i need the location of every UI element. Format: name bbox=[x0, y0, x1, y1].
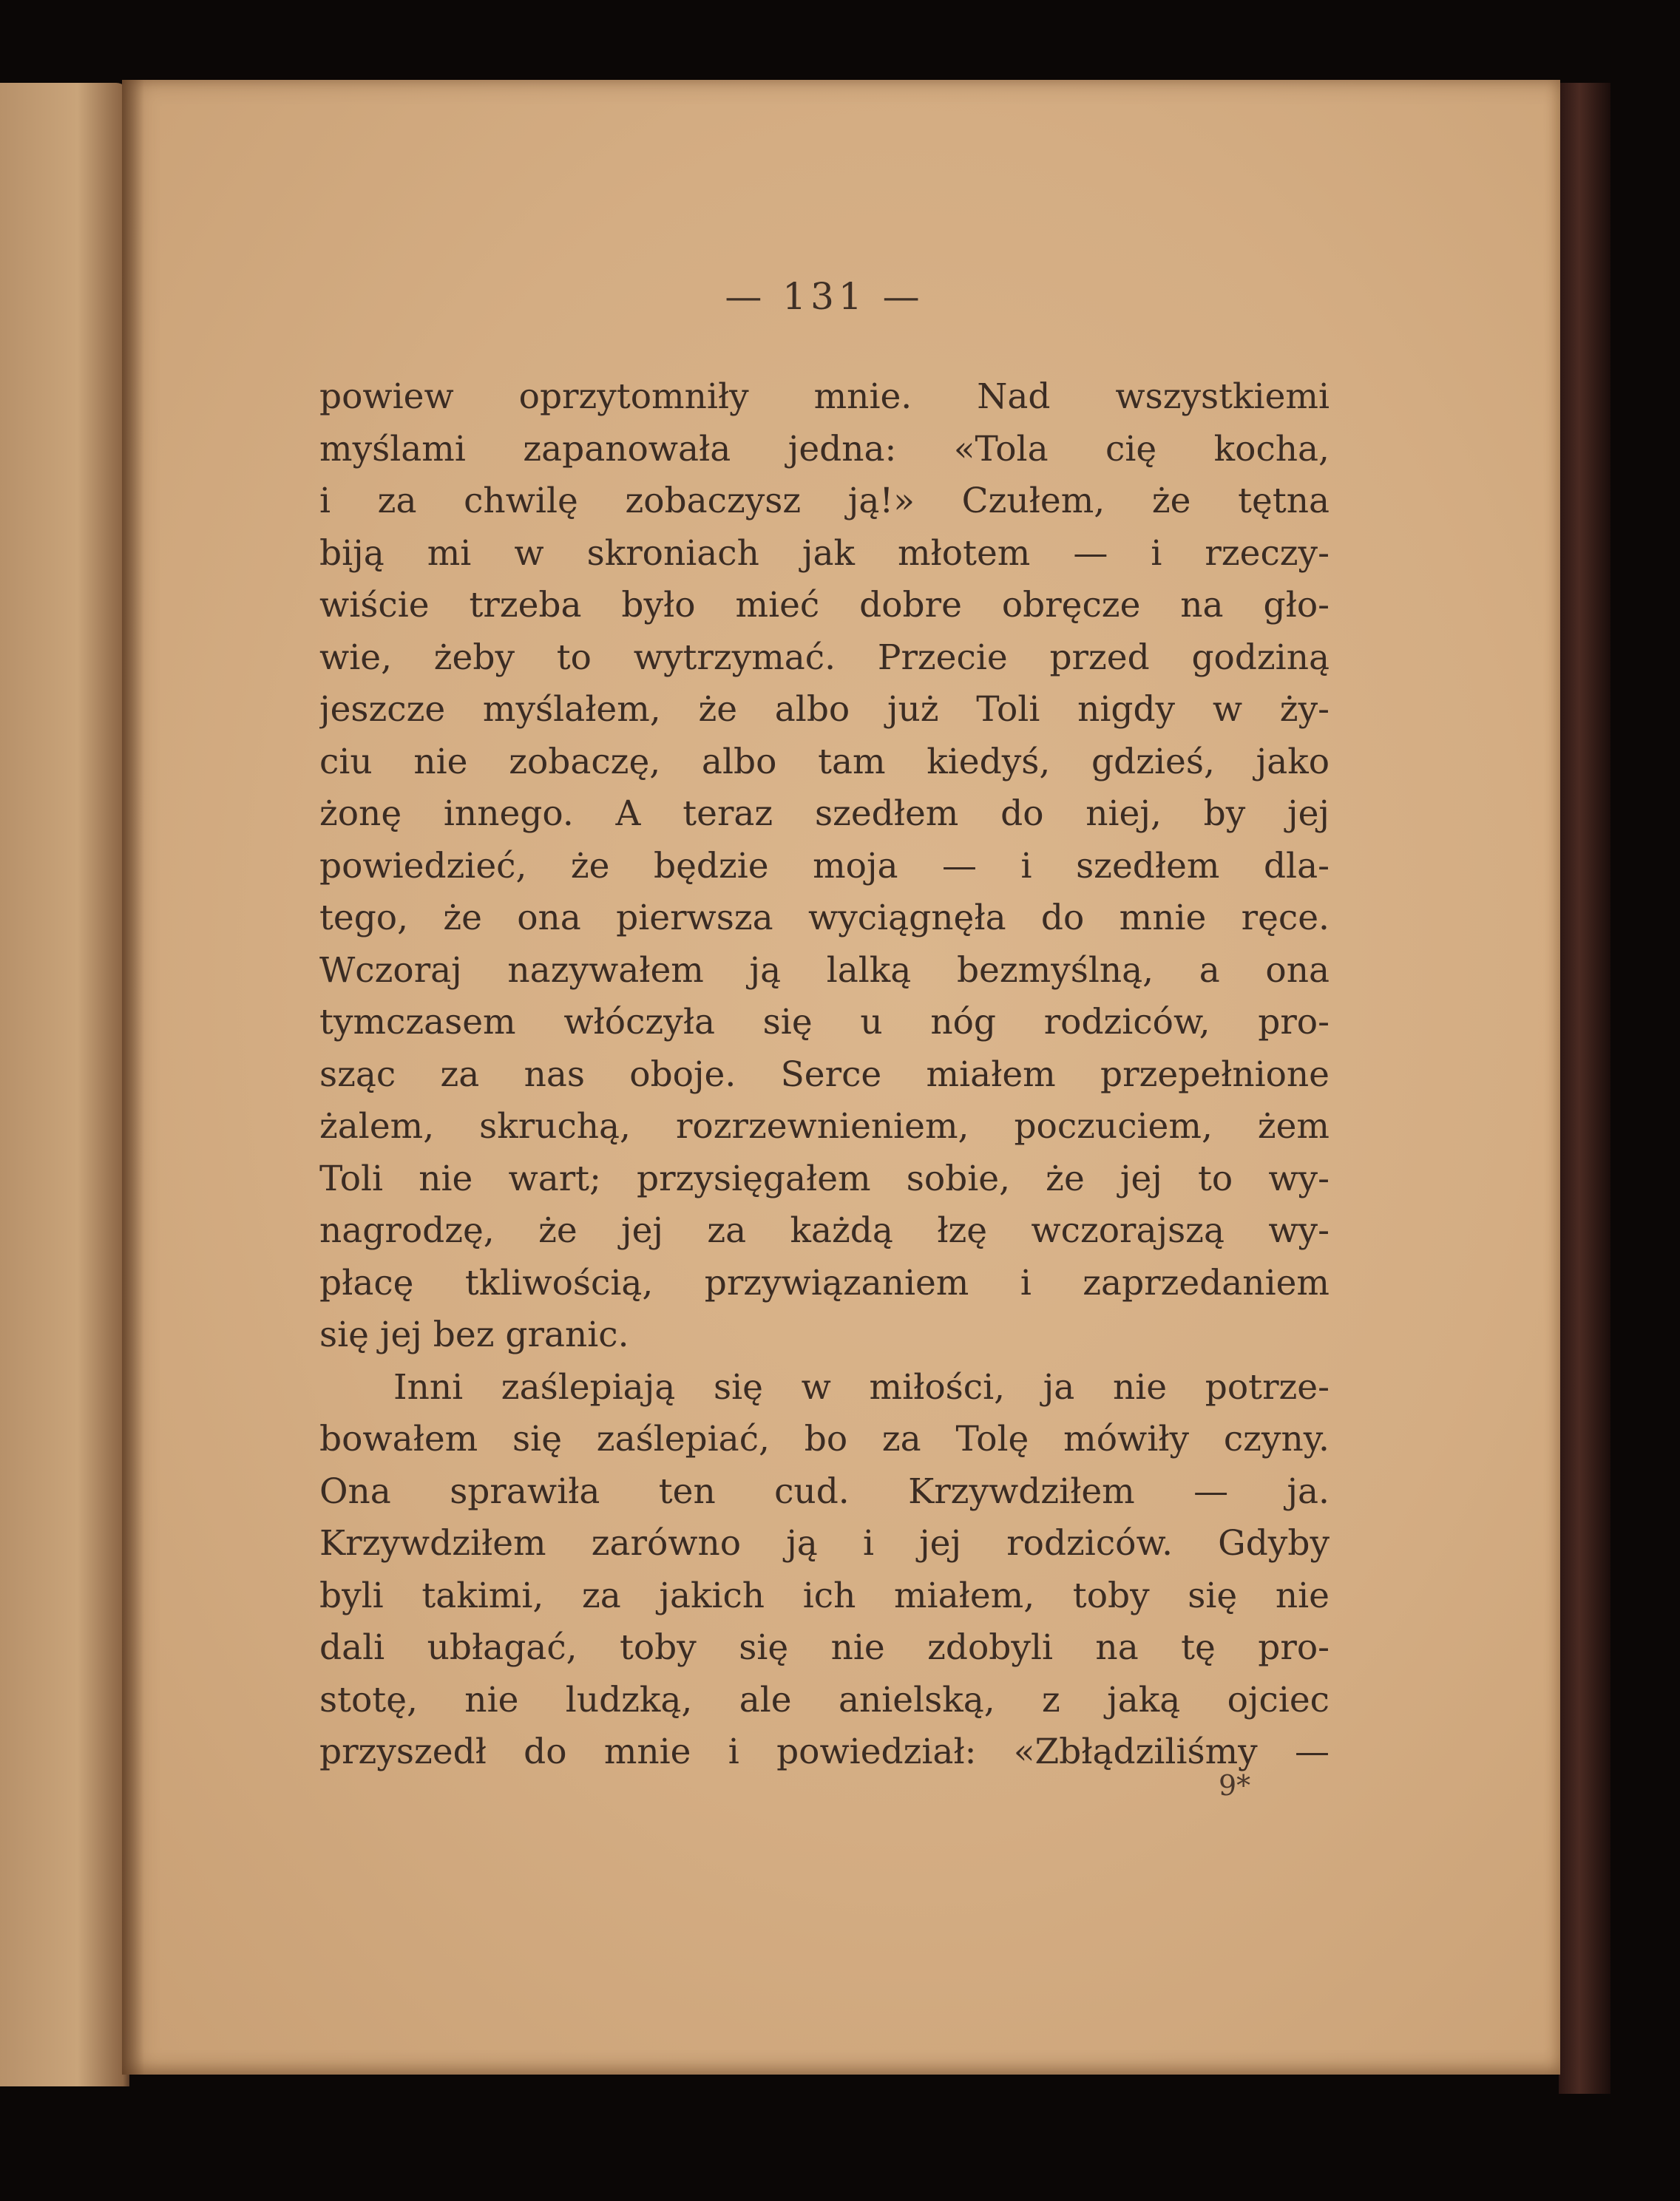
signature-mark: 9* bbox=[1219, 1769, 1251, 1802]
text-line: Wczoraj nazywałem ją lalką bezmyślną, a ona bbox=[319, 949, 1330, 991]
text-line: przyszedł do mnie i powiedział: «Zbłądziliśmy — bbox=[319, 1732, 1330, 1772]
text-line: tymczasem włóczyła się u nóg rodziców, pro- bbox=[319, 1002, 1330, 1042]
previous-page-edge bbox=[0, 83, 129, 2086]
text-line: ciu nie zobaczę, albo tam kiedyś, gdzieś, jako bbox=[319, 741, 1330, 782]
text-line: nagrodzę, że jej za każdą łzę wczorajszą wy- bbox=[319, 1210, 1330, 1251]
text-line: wie, żeby to wytrzymać. Przecie przed godziną bbox=[319, 637, 1330, 678]
text-line: żalem, skruchą, rozrzewnieniem, poczuciem, żem bbox=[319, 1106, 1330, 1147]
body-text bbox=[319, 371, 1330, 1779]
text-line: biją mi w skroniach jak młotem — i rzeczy- bbox=[319, 532, 1330, 574]
text-line: powiedzieć, że będzie moja — i szedłem dla- bbox=[319, 845, 1330, 886]
text-line: Inni zaślepiają się w miłości, ja nie potrze- bbox=[393, 1366, 1330, 1408]
text-line: wiście trzeba było mieć dobre obręcze na gło- bbox=[319, 585, 1330, 625]
text-line: Toli nie wart; przysięgałem sobie, że jej to wy- bbox=[319, 1158, 1330, 1199]
text-line: stotę, nie ludzką, ale anielską, z jaką ojciec bbox=[319, 1679, 1330, 1720]
text-line: płacę tkliwością, przywiązaniem i zaprzedaniem bbox=[319, 1262, 1330, 1303]
text-line: dali ubłagać, toby się nie zdobyli na tę pro- bbox=[319, 1627, 1330, 1668]
text-line: i za chwilę zobaczysz ją!» Czułem, że tętna bbox=[319, 481, 1330, 521]
text-line: powiew oprzytomniły mnie. Nad wszystkiemi bbox=[319, 376, 1330, 417]
text-line: się jej bez granic. bbox=[319, 1315, 629, 1355]
text-line: myślami zapanowała jedna: «Tola cię kocha, bbox=[319, 428, 1330, 469]
text-line: tego, że ona pierwsza wyciągnęła do mnie ręce. bbox=[319, 898, 1330, 938]
text-line: żonę innego. A teraz szedłem do niej, by jej bbox=[319, 793, 1330, 834]
book-cover-edge bbox=[1559, 83, 1610, 2094]
page-number: — 131 — bbox=[725, 275, 924, 318]
text-line: Ona sprawiła ten cud. Krzywdziłem — ja. bbox=[319, 1471, 1330, 1512]
text-line: bowałem się zaślepiać, bo za Tolę mówiły czyny. bbox=[319, 1419, 1330, 1459]
page-gutter-shadow bbox=[122, 80, 144, 2075]
text-line: byli takimi, za jakich ich miałem, toby się nie bbox=[319, 1575, 1330, 1616]
text-line: sząc za nas oboje. Serce miałem przepełnione bbox=[319, 1054, 1330, 1095]
text-line: Krzywdziłem zarówno ją i jej rodziców. Gdyby bbox=[319, 1523, 1330, 1564]
text-line: jeszcze myślałem, że albo już Toli nigdy w ży- bbox=[319, 689, 1330, 730]
